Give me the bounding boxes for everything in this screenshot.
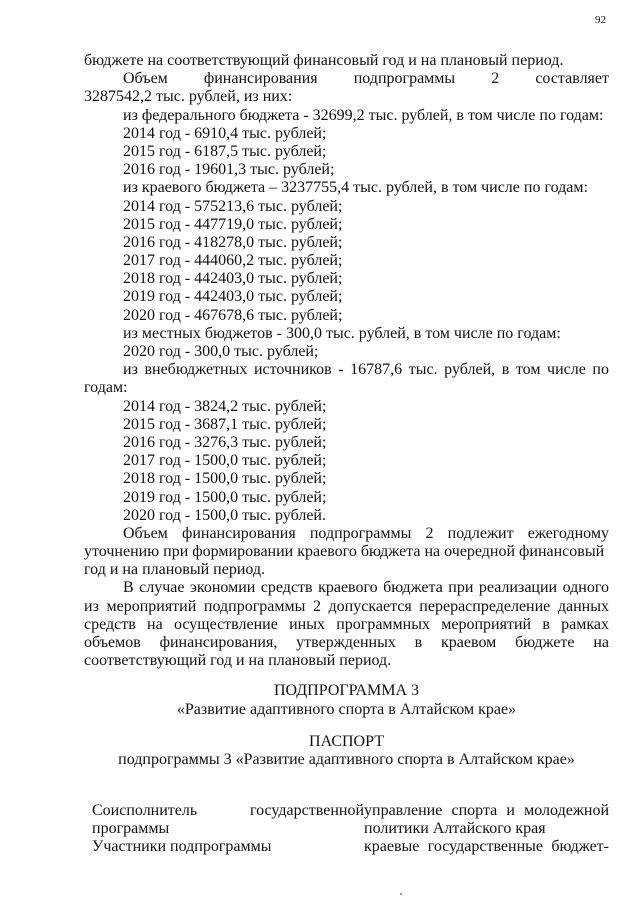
text-line: 2019 год - 1500,0 тыс. рублей; — [123, 488, 327, 506]
passport-label: Соисполнитель государственной — [92, 802, 364, 819]
passport-value: политики Алтайского края — [364, 820, 546, 838]
passport-table — [92, 802, 609, 857]
text-line: 2015 год - 447719,0 тыс. рублей; — [123, 215, 343, 233]
passport-value: управление спорта и молодежной — [364, 802, 609, 819]
text-line: 2017 год - 444060,2 тыс. рублей; — [123, 252, 343, 270]
text-line: 2020 год - 467678,6 тыс. рублей; — [123, 306, 343, 324]
passport-title: ПАСПОРТ — [309, 732, 384, 750]
text-line: год и на плановый период. — [84, 561, 266, 579]
page-number: 92 — [595, 14, 606, 26]
text-line: Объем финансирования подпрограммы 2 составляет — [123, 70, 609, 88]
document-body — [84, 52, 609, 769]
text-line: 2016 год - 418278,0 тыс. рублей; — [123, 233, 343, 251]
text-line: 2018 год - 442403,0 тыс. рублей; — [123, 270, 343, 288]
text-line: из внебюджетных источников - 16787,6 тыс. рублей, в том числе по — [123, 361, 609, 379]
text-line: 2015 год - 3687,1 тыс. рублей; — [123, 415, 327, 433]
text-line: 2020 год - 300,0 тыс. рублей; — [123, 343, 319, 360]
text-line: 2016 год - 3276,3 тыс. рублей; — [123, 433, 327, 451]
text-line: из краевого бюджета – 3237755,4 тыс. рублей, в том числе по годам: — [123, 179, 588, 197]
text-line: 2016 год - 19601,3 тыс. рублей; — [123, 161, 335, 179]
text-line: Объем финансирования подпрограммы 2 подлежит ежегодному — [123, 524, 609, 542]
text-line: 2019 год - 442403,0 тыс. рублей; — [123, 288, 343, 306]
text-line: 2020 год - 1500,0 тыс. рублей. — [123, 506, 326, 524]
text-line: средств на осуществление иных программных мероприятий в рамках — [84, 615, 609, 633]
text-line: 2014 год - 3824,2 тыс. рублей; — [123, 397, 327, 415]
text-line: из местных бюджетов - 300,0 тыс. рублей, в том числе по годам: — [123, 324, 561, 342]
passport-label: программы — [92, 820, 170, 838]
text-line: 2015 год - 6187,5 тыс. рублей; — [123, 142, 327, 160]
scan-speck — [400, 893, 402, 895]
text-line: бюджете на соответствующий финансовый год и на плановый период. — [84, 52, 564, 69]
text-line: из мероприятий подпрограммы 2 допускается перераспределение данных — [84, 597, 609, 615]
subprogram-subtitle: «Развитие адаптивного спорта в Алтайском крае» — [176, 700, 517, 718]
passport-value: краевые государственные бюджет- — [364, 838, 609, 856]
text-line: 2017 год - 1500,0 тыс. рублей; — [123, 452, 327, 470]
subprogram-title: ПОДПРОГРАММА 3 — [273, 682, 420, 700]
text-line: объемов финансирования, утвержденных в краевом бюджете на — [84, 634, 609, 651]
text-line: 2018 год - 1500,0 тыс. рублей; — [123, 470, 327, 488]
text-line: из федерального бюджета - 32699,2 тыс. рублей, в том числе по годам: — [123, 106, 604, 124]
text-line: В случае экономии средств краевого бюджета при реализации одного — [123, 579, 609, 597]
text-line: 2014 год - 575213,6 тыс. рублей; — [123, 197, 343, 215]
text-line: 2014 год - 6910,4 тыс. рублей; — [123, 124, 327, 142]
text-line: соответствующий год и на плановый период. — [84, 652, 392, 670]
passport-label: Участники подпрограммы — [92, 838, 272, 856]
passport-subtitle: подпрограммы 3 «Развитие адаптивного спорта в Алтайском крае» — [118, 750, 575, 768]
text-line: 3287542,2 тыс. рублей, из них: — [84, 88, 293, 106]
text-line: годам: — [84, 379, 128, 397]
passport-row — [92, 838, 609, 856]
text-line: уточнению при формировании краевого бюджета на очередной финансовый — [84, 543, 605, 561]
passport-row — [92, 802, 609, 838]
